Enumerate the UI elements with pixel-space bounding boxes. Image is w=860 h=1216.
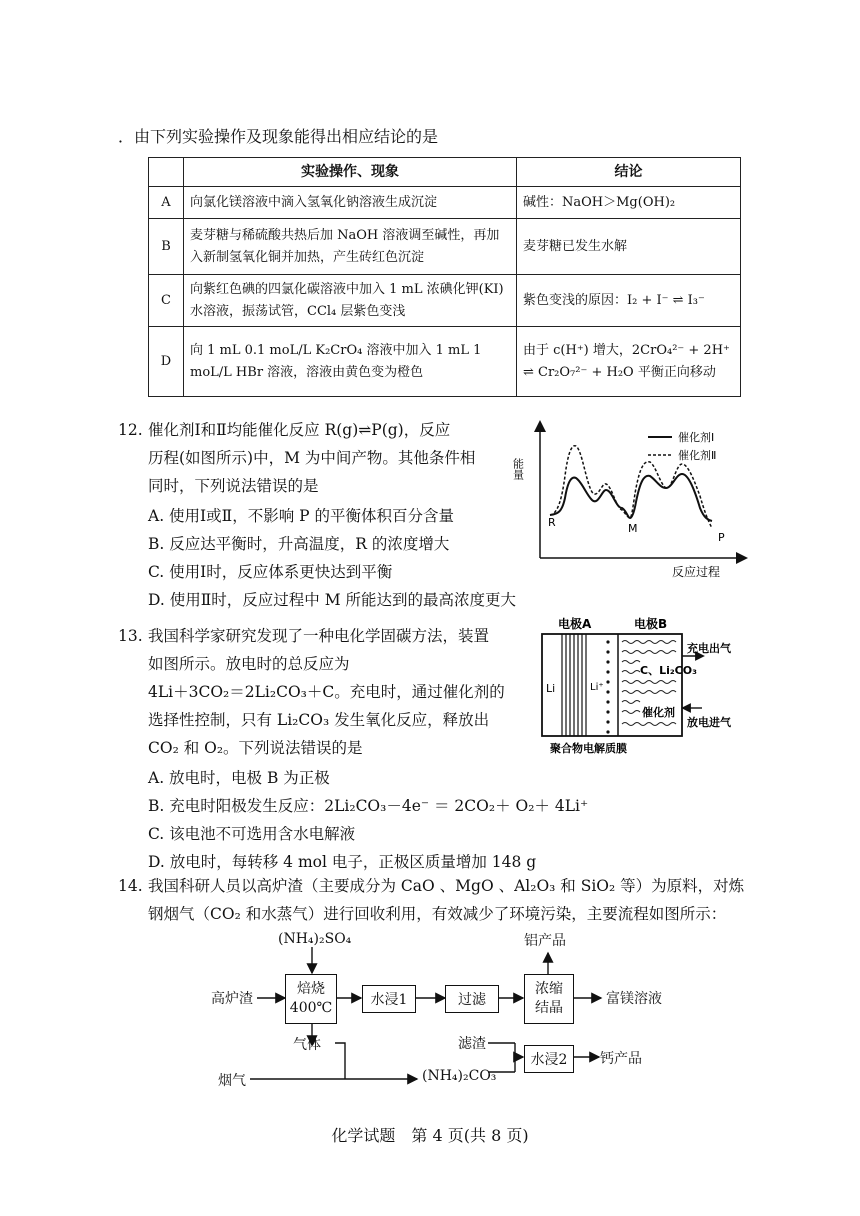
membrane-label: 聚合物电解质膜	[550, 742, 627, 755]
reagent-ammonium-sulfate: (NH₄)₂SO₄	[278, 931, 352, 947]
table-row	[149, 187, 741, 219]
roasting-box	[285, 974, 337, 1024]
charge-out-label: 充电出气	[687, 642, 731, 655]
table-header-label	[149, 158, 184, 187]
q12-option-a: A. 使用Ⅰ或Ⅱ，不影响 P 的平衡体积百分含量	[148, 507, 454, 525]
calcium-product: 钙产品	[600, 1051, 642, 1067]
electrode-a-label: 电极A	[558, 617, 592, 631]
concentrate-crystallize-box	[524, 974, 574, 1024]
catalyst-label: 催化剂	[642, 706, 675, 719]
q12-line: 催化剂Ⅰ和Ⅱ均能催化反应 R(g)⇌P(g)，反应	[148, 421, 451, 439]
row-label: D	[149, 327, 184, 397]
q12-line: 历程(如图所示)中，M 为中间产物。其他条件相	[148, 449, 476, 467]
table-header-operation: 实验操作、现象	[184, 158, 517, 187]
membrane-dots	[606, 640, 609, 733]
gas-label: 气体	[293, 1037, 321, 1053]
crystallize-label: 结晶	[535, 1000, 563, 1016]
q13-line: CO₂ 和 O₂。下列说法错误的是	[148, 739, 363, 757]
magnesium-rich-solution: 富镁溶液	[606, 991, 662, 1007]
page-footer: 化学试题 第 4 页(共 8 页)	[331, 1126, 529, 1145]
table-row	[149, 327, 741, 397]
x-axis-label: 反应过程	[672, 565, 721, 579]
label-p: P	[718, 531, 725, 544]
q12-option-c: C. 使用Ⅰ时，反应体系更快达到平衡	[148, 563, 393, 581]
q14-line: 我国科研人员以高炉渣（主要成分为 CaO 、MgO 、Al₂O₃ 和 SiO₂ 等）为原料，对炼	[148, 877, 745, 895]
q13-line: 选择性控制，只有 Li₂CO₃ 发生氧化反应，释放出	[148, 711, 490, 729]
li-label: Li	[546, 682, 556, 695]
roasting-temperature: 400℃	[289, 1000, 333, 1016]
flue-gas-label: 烟气	[218, 1073, 246, 1089]
row-label: B	[149, 219, 184, 275]
row-operation: 向 1 mL 0.1 moL/L K₂CrO₄ 溶液中加入 1 mL 1 moL/L HBr 溶液，溶液由黄色变为橙色	[184, 327, 517, 397]
electrode-b-label: 电极B	[634, 617, 668, 631]
row-operation: 麦芽糖与稀硫酸共热后加 NaOH 溶液调至碱性，再加入新制氢氧化铜并加热，产生砖红色沉淀	[184, 219, 517, 275]
water-leach-2-box: 水浸2	[524, 1045, 574, 1073]
battery-diagram	[540, 612, 750, 762]
q13-option-d: D. 放电时，每转移 4 mol 电子，正极区质量增加 148 g	[148, 853, 537, 871]
q12-line: 同时，下列说法错误的是	[148, 477, 319, 495]
q14-number: 14.	[118, 877, 143, 895]
q14-line: 钢烟气（CO₂ 和水蒸气）进行回收利用，有效减少了环境污染，主要流程如图所示：	[148, 905, 727, 923]
legend-catalyst-2: 催化剂Ⅱ	[678, 449, 717, 462]
q12-option-b: B. 反应达平衡时，升高温度，R 的浓度增大	[148, 535, 450, 553]
li-ion-label: Li⁺	[590, 682, 604, 693]
table-header-row	[149, 158, 741, 187]
filter-residue-label: 滤渣	[458, 1036, 486, 1052]
table-row	[149, 219, 741, 275]
q13-line: 我国科学家研究发现了一种电化学固碳方法，装置	[148, 627, 490, 645]
q13-number: 13.	[118, 627, 143, 645]
discharge-in-label: 放电进气	[687, 716, 731, 729]
row-conclusion: 碱性：NaOH＞Mg(OH)₂	[517, 187, 741, 219]
q13-option-c: C. 该电池不可选用含水电解液	[148, 825, 356, 843]
aluminum-product: 铝产品	[524, 933, 566, 949]
q12-number: 12.	[118, 421, 143, 439]
legend-catalyst-1: 催化剂Ⅰ	[678, 431, 715, 444]
row-label: C	[149, 275, 184, 327]
row-label: A	[149, 187, 184, 219]
table-row	[149, 275, 741, 327]
concentrate-label: 浓缩	[535, 981, 563, 997]
q12-option-d: D. 使用Ⅱ时，反应过程中 M 所能达到的最高浓度更大	[148, 591, 516, 609]
cell-outline	[542, 634, 682, 736]
q13-option-b: B. 充电时阳极发生反应：2Li₂CO₃－4e⁻ ＝ 2CO₂＋ O₂＋ 4Li⁺	[148, 797, 589, 815]
energy-profile-diagram	[510, 418, 750, 583]
ammonium-carbonate-label: (NH₄)₂CO₃	[422, 1068, 497, 1084]
electrode-a-plates	[562, 634, 586, 736]
q11-stem: ．由下列实验操作及现象能得出相应结论的是	[118, 127, 439, 146]
label-m: M	[628, 522, 638, 535]
filtration-box: 过滤	[445, 985, 499, 1013]
row-conclusion: 紫色变浅的原因：I₂ + I⁻ ⇌ I₃⁻	[517, 275, 741, 327]
row-operation: 向氯化镁溶液中滴入氢氧化钠溶液生成沉淀	[184, 187, 517, 219]
q13-line: 4Li＋3CO₂＝2Li₂CO₃＋C。充电时，通过催化剂的	[148, 683, 505, 701]
q13-line: 如图所示。放电时的总反应为	[148, 655, 350, 673]
table-header-conclusion: 结论	[517, 158, 741, 187]
y-axis-label: 能量	[511, 458, 525, 480]
c-li2co3-label: C、Li₂CO₃	[640, 664, 697, 677]
row-operation: 向紫红色碘的四氯化碳溶液中加入 1 mL 浓碘化钾(KI)水溶液，振荡试管，CCl₄ 层紫色变浅	[184, 275, 517, 327]
roasting-label: 焙烧	[297, 981, 325, 997]
feed-blast-furnace-slag: 高炉渣	[211, 991, 253, 1007]
water-leach-1-box: 水浸1	[362, 985, 416, 1013]
row-conclusion: 由于 c(H⁺) 增大，2CrO₄²⁻ + 2H⁺ ⇌ Cr₂O₇²⁻ + H₂O 平衡正向移动	[517, 327, 741, 397]
q13-option-a: A. 放电时，电极 B 为正极	[148, 769, 330, 787]
row-conclusion: 麦芽糖已发生水解	[517, 219, 741, 275]
label-r: R	[548, 516, 556, 529]
experiment-table	[148, 157, 741, 397]
